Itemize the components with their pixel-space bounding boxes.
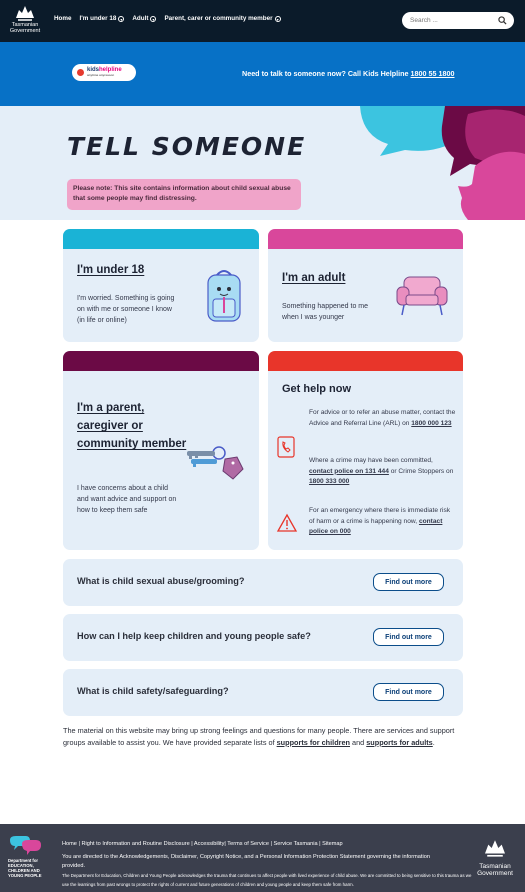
- tasmanian-government-logo[interactable]: [8, 4, 42, 38]
- devil-emblem-icon: [14, 4, 36, 22]
- site-footer: [0, 824, 525, 892]
- nav-under-18[interactable]: I'm under 18 ▾: [79, 15, 123, 22]
- khl-logo-b: helpline: [99, 66, 122, 73]
- gov-logo-line1: Tasmanian: [11, 22, 39, 28]
- footer-notice: You are directed to the Acknowledgements, Disclaimer, Copyright Notice, and a Personal Information Protection Statement governing the information provided.: [62, 854, 430, 869]
- search-icon[interactable]: [498, 16, 507, 25]
- card-adult-title[interactable]: I'm an adult: [282, 272, 346, 284]
- armchair-icon: [394, 273, 450, 317]
- content-warning-notice: Please note: This site contains information about child sexual abuse that some people may find distressing.: [67, 179, 301, 210]
- faq-question: How can I help keep children and young people safe?: [77, 631, 311, 641]
- card-parent-title[interactable]: I'm a parent, caregiver or community member: [77, 402, 187, 450]
- khl-logo-sub: anytime anyreason: [87, 72, 115, 77]
- warning-icon: [276, 513, 298, 533]
- police-000-link[interactable]: contact police on 000: [309, 517, 443, 535]
- department-speech-icon: [8, 836, 42, 860]
- card-parent-bar: [63, 351, 259, 371]
- search-box: [402, 12, 514, 29]
- card-get-help-now: [268, 351, 463, 550]
- find-out-more-button[interactable]: Find out more: [373, 683, 444, 701]
- chevron-down-icon: ▾: [152, 16, 155, 22]
- hero-section: [0, 106, 525, 220]
- card-under-18-bar: [63, 229, 259, 249]
- intro-paragraph: The material on this website may bring up strong feelings and questions for many people. There are services and support groups available to assist you. We have provided separate lists of supports for children and supports for adults.: [63, 726, 455, 747]
- helpline-number-link[interactable]: 1800 55 1800: [410, 69, 455, 78]
- card-under-18-text: I'm worried. Something is going on with me or someone I know (in life or online): [77, 295, 175, 324]
- search-input[interactable]: [410, 17, 490, 24]
- supports-children-link[interactable]: supports for children: [276, 737, 351, 747]
- chevron-down-icon: ▾: [120, 16, 123, 22]
- card-under-18[interactable]: [63, 229, 259, 342]
- help-police-text: Where a crime may have been committed, contact police on 131 444 or Crime Stoppers on 1800 333 000: [309, 457, 454, 485]
- card-parent-text: I have concerns about a child and want advice and support on how to keep them safe: [77, 485, 177, 514]
- faq-question: What is child safety/safeguarding?: [77, 686, 229, 696]
- find-out-more-button[interactable]: Find out more: [373, 573, 444, 591]
- kids-helpline-dot-icon: [77, 69, 84, 76]
- crime-stoppers-link[interactable]: 1800 333 000: [309, 478, 350, 485]
- card-help-bar: [268, 351, 463, 371]
- help-arl-text: For advice or to refer an abuse matter, contact the Advice and Referral Line (ARL) on 1800 000 123: [309, 409, 456, 427]
- card-adult-bar: [268, 229, 463, 249]
- nav-adult[interactable]: Adult ▾: [132, 15, 155, 22]
- devil-emblem-icon: [482, 838, 508, 858]
- footer-acknowledgement: The Department for Education, Children and Young People acknowledges the trauma that continues to affect people with lived experience of child abuse. We are committed to being sensitive to this trauma as we use the learnings from past wrongs to protect the rights of current and future generations of children and young people and keep them safe from harm.: [62, 873, 472, 887]
- khl-logo-a: kids: [87, 66, 100, 73]
- top-navigation-bar: [0, 0, 525, 42]
- backpack-icon: [203, 267, 245, 323]
- card-help-title: Get help now: [282, 383, 352, 395]
- department-logo[interactable]: [8, 836, 54, 878]
- helpline-prompt: Need to talk to someone now? Call Kids Helpline 1800 55 1800: [242, 69, 455, 78]
- main-nav: [54, 15, 281, 22]
- chevron-down-icon: ▾: [276, 16, 279, 22]
- speech-bubbles-decoration: [350, 106, 525, 220]
- supports-adults-link[interactable]: supports for adults: [366, 737, 433, 747]
- phone-icon: [276, 435, 296, 459]
- card-adult[interactable]: [268, 229, 463, 342]
- footer-links[interactable]: Home | Right to Information and Routine Disclosure | Accessibility| Terms of Service | Service Tasmania | Sitemap: [62, 841, 343, 847]
- faq-row-safeguarding: [63, 669, 463, 716]
- gov-logo-line2: Government: [9, 28, 41, 34]
- card-under-18-title[interactable]: I'm under 18: [77, 264, 145, 276]
- arl-phone-link[interactable]: 1800 000 123: [411, 419, 452, 427]
- page-title: TELL SOMEONE: [67, 132, 307, 161]
- faq-row-abuse-grooming: [63, 559, 463, 606]
- find-out-more-button[interactable]: Find out more: [373, 628, 444, 646]
- help-emergency-text: For an emergency where there is immediate risk of harm or a crime is happening now, contact police on 000: [309, 507, 451, 535]
- department-logo-text: Department for EDUCATION, CHILDREN AND YOUNG PEOPLE: [8, 858, 42, 878]
- faq-question: What is child sexual abuse/grooming?: [77, 576, 245, 586]
- kids-helpline-logo[interactable]: [72, 64, 136, 81]
- police-131444-link[interactable]: contact police on 131 444: [309, 467, 389, 475]
- nav-home[interactable]: Home: [54, 15, 72, 22]
- card-parent[interactable]: [63, 351, 259, 550]
- keys-icon: [185, 439, 247, 483]
- faq-row-keep-safe: [63, 614, 463, 661]
- nav-parent[interactable]: Parent, carer or community member ▾: [164, 15, 279, 22]
- footer-tas-gov-logo[interactable]: Tasmanian Government: [470, 838, 520, 877]
- card-adult-text: Something happened to me when I was younger: [282, 303, 369, 321]
